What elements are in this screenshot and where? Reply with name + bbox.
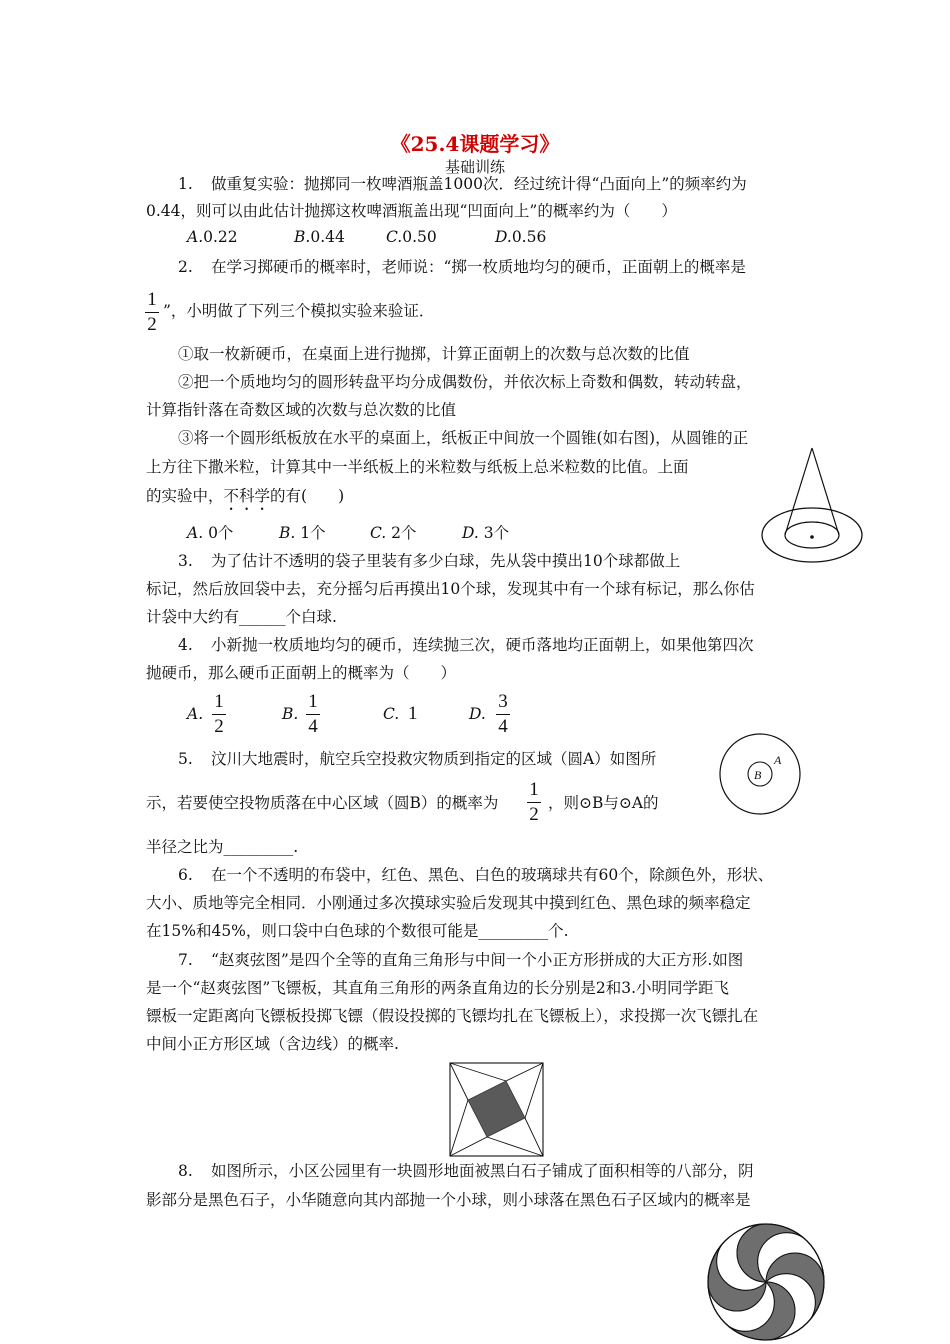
q8-number: 8. xyxy=(178,1162,193,1180)
q5-line1: 汶川大地震时，航空兵空投救灾物质到指定的区域（圆A）如图所 xyxy=(211,750,657,768)
q4-option-c-value: 1 xyxy=(408,703,418,724)
q4-option-b-letter: B. xyxy=(282,705,299,723)
zhaoshuang-dartboard-figure xyxy=(449,1062,544,1157)
q3-line2: 标记，然后放回袋中去，充分摇匀后再摸出10个球，发现其中有一个球有标记，那么你估 xyxy=(146,580,755,598)
q3-line3: 计袋中大约有______个白球. xyxy=(146,608,337,626)
q2-option-d: D. 3个 xyxy=(462,524,510,542)
pinwheel-figure xyxy=(704,1220,828,1344)
q2-line1: 在学习掷硬币的概率时，老师说：“掷一枚质地均匀的硬币，正面朝上的概率是 xyxy=(211,258,746,276)
q1-option-b: B.0.44 xyxy=(294,228,345,246)
q2-line2: ”，小明做了下列三个模拟实验来验证． xyxy=(163,302,435,320)
q1-line2: 0.44，则可以由此估计抛掷这枚啤酒瓶盖出现“凹面向上”的概率约为（ ） xyxy=(146,202,677,220)
q8-line1: 如图所示，小区公园里有一块圆形地面被黑白石子铺成了面积相等的八部分，阴 xyxy=(211,1162,754,1180)
q2-item3b: 上方往下撒米粒，计算其中一半纸板上的米粒数与纸板上总米粒数的比值。上面 xyxy=(146,458,689,476)
q2-option-b: B. 1个 xyxy=(279,524,326,542)
q6-number: 6. xyxy=(178,866,193,884)
q7-line2: 是一个“赵爽弦图”飞镖板，其直角三角形的两条直角边的长分别是2和3.小明同学距飞 xyxy=(146,979,730,997)
concentric-circles-figure xyxy=(718,732,803,817)
q2-item1: ①取一枚新硬币，在桌面上进行抛掷，计算正面朝上的次数与总次数的比值 xyxy=(178,345,690,363)
q6-line3: 在15%和45%，则口袋中白色球的个数很可能是_________个. xyxy=(146,922,569,940)
q2-item2a: ②把一个质地均匀的圆形转盘平均分成偶数份，并依次标上奇数和偶数，转动转盘， xyxy=(178,373,752,391)
q2-item3a: ③将一个圆形纸板放在水平的桌面上，纸板正中间放一个圆锥(如右图)，从圆锥的正 xyxy=(178,429,749,447)
q7-line3: 镖板一定距离向飞镖板投掷飞镖（假设投掷的飞镖均扎在飞镖板上），求投掷一次飞镖扎在 xyxy=(146,1007,759,1025)
q1-number: 1. xyxy=(178,175,193,193)
q2-option-c: C. 2个 xyxy=(370,524,417,542)
q7-line1: “赵爽弦图”是四个全等的直角三角形与中间一个小正方形拼成的大正方形.如图 xyxy=(211,951,744,969)
q3-number: 3. xyxy=(178,552,193,570)
q4-option-a-letter: A. xyxy=(187,705,204,723)
q5-number: 5. xyxy=(178,750,193,768)
q1-line1: 做重复实验：抛掷同一枚啤酒瓶盖1000次．经过统计得“凸面向上”的频率约为 xyxy=(211,175,747,193)
q5-line2-pre: 示，若要使空投物质落在中心区域（圆B）的概率为 xyxy=(146,794,499,812)
q7-line4: 中间小正方形区域（含边线）的概率. xyxy=(146,1035,399,1053)
q4-option-d-letter: D. xyxy=(469,705,486,723)
q1-option-a: A.0.22 xyxy=(187,228,238,246)
page-subtitle: 基础训练 xyxy=(444,158,505,176)
q5-line2-post: ，则⊙B与⊙A的 xyxy=(548,794,659,812)
q5-fraction: 1 2 xyxy=(527,780,541,825)
page-title: 《25.4课题学习》 xyxy=(390,132,560,156)
q2-option-a: A. 0个 xyxy=(187,524,234,542)
q1-option-d: D.0.56 xyxy=(495,228,547,246)
q4-line2: 抛硬币，那么硬币正面朝上的概率为（ ） xyxy=(146,664,457,682)
q6-line2: 大小、质地等完全相同．小刚通过多次摸球实验后发现其中摸到红色、黑色球的频率稳定 xyxy=(146,894,751,912)
circle-b-label: B xyxy=(754,768,762,782)
q4-option-a-fraction: 1 2 xyxy=(212,692,226,737)
q7-number: 7. xyxy=(178,951,193,969)
q1-option-c: C.0.50 xyxy=(386,228,437,246)
q4-number: 4. xyxy=(178,636,193,654)
q5-line3: 半径之比为_________. xyxy=(146,838,299,856)
q6-line1: 在一个不透明的布袋中，红色、黑色、白色的玻璃球共有60个，除颜色外，形状、 xyxy=(211,866,774,884)
q3-line1: 为了估计不透明的袋子里装有多少白球，先从袋中摸出10个球都做上 xyxy=(211,552,681,570)
q4-option-b-fraction: 1 4 xyxy=(306,692,320,737)
circle-a-label: A xyxy=(774,753,782,767)
q2-fraction: 1 2 xyxy=(145,290,159,335)
q2-number: 2. xyxy=(178,258,193,276)
q2-item2b: 计算指针落在奇数区域的次数与总次数的比值 xyxy=(146,401,457,419)
q4-option-c-letter: C. xyxy=(383,705,400,723)
cone-figure xyxy=(755,440,870,570)
q2-item3c: 的实验中，不科学的有( ) xyxy=(146,487,345,505)
q4-line1: 小新抛一枚质地均匀的硬币，连续抛三次，硬币落地均正面朝上，如果他第四次 xyxy=(211,636,754,654)
q4-option-d-fraction: 3 4 xyxy=(496,692,510,737)
q8-line2: 影部分是黑色石子，小华随意向其内部抛一个小球，则小球落在黑色石子区域内的概率是 xyxy=(146,1191,751,1209)
